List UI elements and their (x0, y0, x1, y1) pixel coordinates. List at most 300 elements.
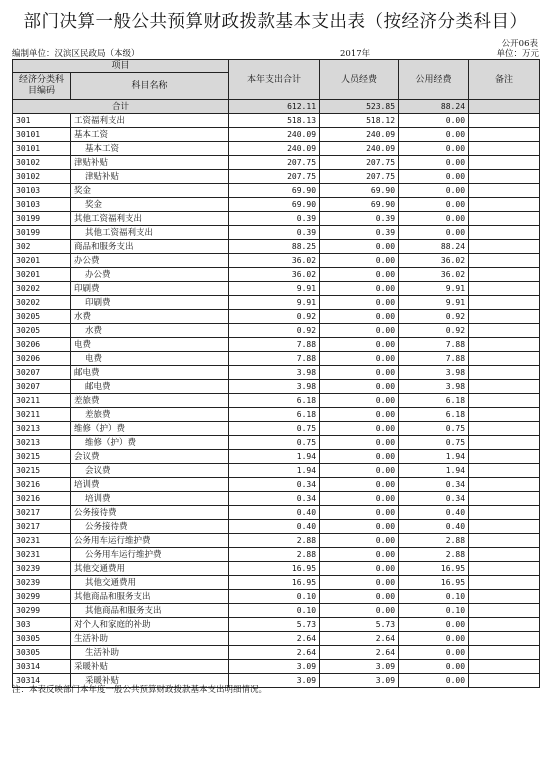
remark-cell (469, 408, 540, 422)
personnel-cell: 3.09 (320, 674, 399, 688)
table-row (13, 198, 540, 212)
public-cell: 1.94 (399, 464, 469, 478)
personnel-cell: 0.39 (320, 226, 399, 240)
name-cell: 生活补助 (71, 632, 229, 646)
personnel-cell: 240.09 (320, 142, 399, 156)
code-cell: 30314 (13, 660, 71, 674)
name-cell: 其他商品和服务支出 (71, 590, 229, 604)
name-cell: 公务接待费 (71, 520, 229, 534)
table-row (13, 604, 540, 618)
name-cell: 公务用车运行维护费 (71, 548, 229, 562)
public-cell: 3.98 (399, 380, 469, 394)
table-row (13, 268, 540, 282)
public-cell: 0.10 (399, 604, 469, 618)
table-row (13, 352, 540, 366)
public-cell: 0.92 (399, 324, 469, 338)
table-row (13, 324, 540, 338)
code-cell: 30305 (13, 632, 71, 646)
personnel-cell: 0.00 (320, 282, 399, 296)
remark-cell (469, 590, 540, 604)
name-cell: 其他商品和服务支出 (71, 604, 229, 618)
header-personnel: 人员经费 (320, 60, 399, 100)
public-cell: 0.00 (399, 156, 469, 170)
name-cell: 会议费 (71, 464, 229, 478)
public-cell: 6.18 (399, 394, 469, 408)
name-cell: 津贴补贴 (71, 156, 229, 170)
total-cell: 0.92 (229, 324, 320, 338)
name-cell: 邮电费 (71, 366, 229, 380)
name-cell: 水费 (71, 310, 229, 324)
code-cell: 30231 (13, 548, 71, 562)
name-cell: 奖金 (71, 198, 229, 212)
total-cell: 0.10 (229, 604, 320, 618)
remark-cell (469, 296, 540, 310)
public-cell: 0.00 (399, 198, 469, 212)
code-cell: 30205 (13, 324, 71, 338)
table-row (13, 394, 540, 408)
total-cell: 6.18 (229, 394, 320, 408)
total-row (13, 100, 540, 114)
remark-cell (469, 604, 540, 618)
remark-cell (469, 198, 540, 212)
header-total: 本年支出合计 (229, 60, 320, 100)
public-cell: 16.95 (399, 562, 469, 576)
name-cell: 印刷费 (71, 282, 229, 296)
code-cell: 30207 (13, 366, 71, 380)
remark-cell (469, 128, 540, 142)
code-cell: 30205 (13, 310, 71, 324)
total-cell: 0.40 (229, 506, 320, 520)
code-cell: 30199 (13, 226, 71, 240)
code-cell: 30201 (13, 268, 71, 282)
table-row (13, 170, 540, 184)
code-cell: 301 (13, 114, 71, 128)
remark-cell (469, 450, 540, 464)
total-cell: 0.10 (229, 590, 320, 604)
public-cell: 0.75 (399, 422, 469, 436)
table-row (13, 660, 540, 674)
code-cell: 30231 (13, 534, 71, 548)
remark-cell (469, 282, 540, 296)
total-cell: 6.18 (229, 408, 320, 422)
personnel-cell: 0.00 (320, 590, 399, 604)
remark-cell (469, 324, 540, 338)
total-cell: 69.90 (229, 198, 320, 212)
total-cell: 69.90 (229, 184, 320, 198)
code-cell: 303 (13, 618, 71, 632)
remark-cell (469, 310, 540, 324)
code-cell: 30211 (13, 408, 71, 422)
personnel-cell: 0.00 (320, 506, 399, 520)
code-cell: 30217 (13, 506, 71, 520)
remark-cell (469, 394, 540, 408)
header-remark: 备注 (469, 60, 540, 100)
total-cell: 2.64 (229, 632, 320, 646)
total-cell: 7.88 (229, 352, 320, 366)
public-cell: 1.94 (399, 450, 469, 464)
table-row (13, 464, 540, 478)
name-cell: 维修（护）费 (71, 436, 229, 450)
personnel-cell: 240.09 (320, 128, 399, 142)
personnel-cell: 2.64 (320, 632, 399, 646)
code-cell: 30216 (13, 492, 71, 506)
remark-cell (469, 184, 540, 198)
remark-cell (469, 226, 540, 240)
public-cell: 0.00 (399, 660, 469, 674)
personnel-cell: 5.73 (320, 618, 399, 632)
code-cell: 30207 (13, 380, 71, 394)
personnel-cell: 0.00 (320, 492, 399, 506)
name-cell: 公务用车运行维护费 (71, 534, 229, 548)
report-meta (12, 47, 539, 58)
table-row (13, 408, 540, 422)
total-cell: 1.94 (229, 450, 320, 464)
name-cell: 办公费 (71, 254, 229, 268)
personnel-cell: 0.00 (320, 296, 399, 310)
code-cell: 30216 (13, 478, 71, 492)
total-cell: 7.88 (229, 338, 320, 352)
code-cell: 30101 (13, 142, 71, 156)
personnel-cell: 0.00 (320, 310, 399, 324)
total-remark (469, 100, 540, 114)
expenditure-table (12, 59, 540, 688)
code-cell: 30206 (13, 338, 71, 352)
public-cell: 36.02 (399, 268, 469, 282)
name-cell: 差旅费 (71, 408, 229, 422)
table-row (13, 576, 540, 590)
personnel-cell: 2.64 (320, 646, 399, 660)
total-cell: 3.09 (229, 674, 320, 688)
table-row (13, 506, 540, 520)
total-cell: 2.88 (229, 534, 320, 548)
total-cell: 0.34 (229, 492, 320, 506)
total-cell: 0.39 (229, 212, 320, 226)
total-cell: 518.13 (229, 114, 320, 128)
public-cell: 0.40 (399, 506, 469, 520)
public-cell: 0.00 (399, 646, 469, 660)
page-title: 部门决算一般公共预算财政拨款基本支出表（按经济分类科目） (23, 12, 528, 32)
name-cell: 基本工资 (71, 142, 229, 156)
code-cell: 30305 (13, 646, 71, 660)
remark-cell (469, 520, 540, 534)
public-cell: 0.34 (399, 492, 469, 506)
remark-cell (469, 478, 540, 492)
table-row (13, 646, 540, 660)
table-row (13, 450, 540, 464)
total-personnel: 523.85 (320, 100, 399, 114)
table-row (13, 520, 540, 534)
total-cell: 0.75 (229, 436, 320, 450)
public-cell: 7.88 (399, 338, 469, 352)
table-row (13, 254, 540, 268)
total-cell: 2.64 (229, 646, 320, 660)
name-cell: 差旅费 (71, 394, 229, 408)
total-cell: 207.75 (229, 156, 320, 170)
personnel-cell: 69.90 (320, 198, 399, 212)
remark-cell (469, 660, 540, 674)
public-cell: 6.18 (399, 408, 469, 422)
table-row (13, 128, 540, 142)
remark-cell (469, 170, 540, 184)
code-cell: 30103 (13, 198, 71, 212)
personnel-cell: 0.00 (320, 254, 399, 268)
remark-cell (469, 240, 540, 254)
total-cell: 3.98 (229, 380, 320, 394)
code-cell: 30101 (13, 128, 71, 142)
name-cell: 采暖补贴 (71, 674, 229, 688)
remark-cell (469, 366, 540, 380)
public-cell: 3.98 (399, 366, 469, 380)
name-cell: 办公费 (71, 268, 229, 282)
remark-cell (469, 352, 540, 366)
code-cell: 30199 (13, 212, 71, 226)
public-cell: 0.75 (399, 436, 469, 450)
code-cell: 30314 (13, 674, 71, 688)
code-cell: 30217 (13, 520, 71, 534)
personnel-cell: 0.00 (320, 464, 399, 478)
money-unit: 单位：万元 (496, 49, 539, 59)
table-row (13, 380, 540, 394)
name-cell: 印刷费 (71, 296, 229, 310)
personnel-cell: 0.00 (320, 352, 399, 366)
remark-cell (469, 114, 540, 128)
name-cell: 奖金 (71, 184, 229, 198)
public-cell: 16.95 (399, 576, 469, 590)
name-cell: 生活补助 (71, 646, 229, 660)
total-cell: 0.34 (229, 478, 320, 492)
header-public: 公用经费 (399, 60, 469, 100)
table-row (13, 226, 540, 240)
code-cell: 30215 (13, 450, 71, 464)
personnel-cell: 0.00 (320, 478, 399, 492)
table-row (13, 492, 540, 506)
public-cell: 88.24 (399, 240, 469, 254)
personnel-cell: 0.39 (320, 212, 399, 226)
table-row (13, 548, 540, 562)
remark-cell (469, 562, 540, 576)
code-cell: 30201 (13, 254, 71, 268)
total-cell: 16.95 (229, 562, 320, 576)
public-cell: 0.00 (399, 142, 469, 156)
code-cell: 30213 (13, 422, 71, 436)
public-cell: 2.88 (399, 548, 469, 562)
total-cell: 240.09 (229, 128, 320, 142)
table-row (13, 184, 540, 198)
total-cell: 3.98 (229, 366, 320, 380)
code-cell: 30211 (13, 394, 71, 408)
name-cell: 公务接待费 (71, 506, 229, 520)
name-cell: 商品和服务支出 (71, 240, 229, 254)
code-cell: 302 (13, 240, 71, 254)
code-cell: 30206 (13, 352, 71, 366)
remark-cell (469, 380, 540, 394)
public-cell: 0.00 (399, 184, 469, 198)
personnel-cell: 3.09 (320, 660, 399, 674)
personnel-cell: 0.00 (320, 520, 399, 534)
public-cell: 0.00 (399, 674, 469, 688)
personnel-cell: 0.00 (320, 534, 399, 548)
total-cell: 5.73 (229, 618, 320, 632)
personnel-cell: 0.00 (320, 436, 399, 450)
table-row (13, 240, 540, 254)
remark-cell (469, 646, 540, 660)
public-cell: 0.00 (399, 212, 469, 226)
total-cell: 9.91 (229, 296, 320, 310)
total-cell: 3.09 (229, 660, 320, 674)
remark-cell (469, 422, 540, 436)
public-cell: 0.00 (399, 632, 469, 646)
name-cell: 水费 (71, 324, 229, 338)
public-cell: 0.10 (399, 590, 469, 604)
personnel-cell: 0.00 (320, 240, 399, 254)
public-cell: 2.88 (399, 534, 469, 548)
personnel-cell: 518.12 (320, 114, 399, 128)
table-row (13, 310, 540, 324)
total-amount: 612.11 (229, 100, 320, 114)
name-cell: 会议费 (71, 450, 229, 464)
remark-cell (469, 156, 540, 170)
code-cell: 30299 (13, 604, 71, 618)
personnel-cell: 0.00 (320, 548, 399, 562)
code-cell: 30213 (13, 436, 71, 450)
personnel-cell: 69.90 (320, 184, 399, 198)
name-cell: 对个人和家庭的补助 (71, 618, 229, 632)
form-number: 公开06表 (501, 39, 538, 49)
total-cell: 1.94 (229, 464, 320, 478)
code-cell: 30202 (13, 296, 71, 310)
code-cell: 30102 (13, 170, 71, 184)
name-cell: 培训费 (71, 478, 229, 492)
personnel-cell: 0.00 (320, 324, 399, 338)
personnel-cell: 0.00 (320, 394, 399, 408)
public-cell: 0.34 (399, 478, 469, 492)
public-cell: 0.00 (399, 226, 469, 240)
header-code: 经济分类科目编码 (13, 73, 71, 100)
public-cell: 7.88 (399, 352, 469, 366)
personnel-cell: 0.00 (320, 604, 399, 618)
remark-cell (469, 618, 540, 632)
code-cell: 30239 (13, 562, 71, 576)
public-cell: 0.00 (399, 128, 469, 142)
table-row (13, 422, 540, 436)
name-cell: 工资福利支出 (71, 114, 229, 128)
name-cell: 基本工资 (71, 128, 229, 142)
public-cell: 9.91 (399, 296, 469, 310)
total-cell: 16.95 (229, 576, 320, 590)
public-cell: 9.91 (399, 282, 469, 296)
table-row (13, 590, 540, 604)
total-cell: 0.39 (229, 226, 320, 240)
header-name: 科目名称 (71, 73, 229, 100)
name-cell: 其他交通费用 (71, 562, 229, 576)
remark-cell (469, 464, 540, 478)
remark-cell (469, 212, 540, 226)
total-public: 88.24 (399, 100, 469, 114)
remark-cell (469, 534, 540, 548)
table-row (13, 618, 540, 632)
total-cell: 88.25 (229, 240, 320, 254)
table-row (13, 282, 540, 296)
remark-cell (469, 436, 540, 450)
total-cell: 9.91 (229, 282, 320, 296)
personnel-cell: 0.00 (320, 338, 399, 352)
total-cell: 36.02 (229, 268, 320, 282)
total-cell: 2.88 (229, 548, 320, 562)
personnel-cell: 0.00 (320, 562, 399, 576)
remark-cell (469, 268, 540, 282)
table-row (13, 114, 540, 128)
public-cell: 0.00 (399, 170, 469, 184)
public-cell: 0.00 (399, 618, 469, 632)
remark-cell (469, 548, 540, 562)
code-cell: 30202 (13, 282, 71, 296)
table-row (13, 142, 540, 156)
table-row (13, 366, 540, 380)
report-year: 2017年 (340, 49, 371, 59)
table-row (13, 296, 540, 310)
total-label: 合计 (13, 100, 229, 114)
total-cell: 36.02 (229, 254, 320, 268)
name-cell: 邮电费 (71, 380, 229, 394)
total-cell: 0.75 (229, 422, 320, 436)
table-row (13, 338, 540, 352)
name-cell: 其他交通费用 (71, 576, 229, 590)
remark-cell (469, 506, 540, 520)
remark-cell (469, 632, 540, 646)
remark-cell (469, 576, 540, 590)
table-row (13, 212, 540, 226)
table-row (13, 562, 540, 576)
public-cell: 0.40 (399, 520, 469, 534)
name-cell: 其他工资福利支出 (71, 226, 229, 240)
public-cell: 0.92 (399, 310, 469, 324)
remark-cell (469, 254, 540, 268)
total-cell: 240.09 (229, 142, 320, 156)
footnote: 注：本表反映部门本年度一般公共预算财政拨款基本支出明细情况。 (12, 685, 268, 695)
personnel-cell: 0.00 (320, 380, 399, 394)
table-row (13, 632, 540, 646)
code-cell: 30299 (13, 590, 71, 604)
name-cell: 采暖补贴 (71, 660, 229, 674)
code-cell: 30239 (13, 576, 71, 590)
name-cell: 电费 (71, 338, 229, 352)
total-cell: 0.92 (229, 310, 320, 324)
name-cell: 培训费 (71, 492, 229, 506)
total-cell: 0.40 (229, 520, 320, 534)
table-row (13, 156, 540, 170)
name-cell: 维修（护）费 (71, 422, 229, 436)
personnel-cell: 0.00 (320, 268, 399, 282)
compiling-unit: 编制单位：汉滨区民政局（本级） (12, 49, 140, 59)
table-row (13, 478, 540, 492)
code-cell: 30215 (13, 464, 71, 478)
personnel-cell: 207.75 (320, 156, 399, 170)
personnel-cell: 0.00 (320, 408, 399, 422)
name-cell: 津贴补贴 (71, 170, 229, 184)
personnel-cell: 0.00 (320, 450, 399, 464)
table-row (13, 534, 540, 548)
code-cell: 30102 (13, 156, 71, 170)
name-cell: 其他工资福利支出 (71, 212, 229, 226)
personnel-cell: 207.75 (320, 170, 399, 184)
header-item: 项目 (13, 60, 229, 73)
table-row (13, 436, 540, 450)
remark-cell (469, 492, 540, 506)
personnel-cell: 0.00 (320, 576, 399, 590)
personnel-cell: 0.00 (320, 366, 399, 380)
remark-cell (469, 674, 540, 688)
public-cell: 36.02 (399, 254, 469, 268)
